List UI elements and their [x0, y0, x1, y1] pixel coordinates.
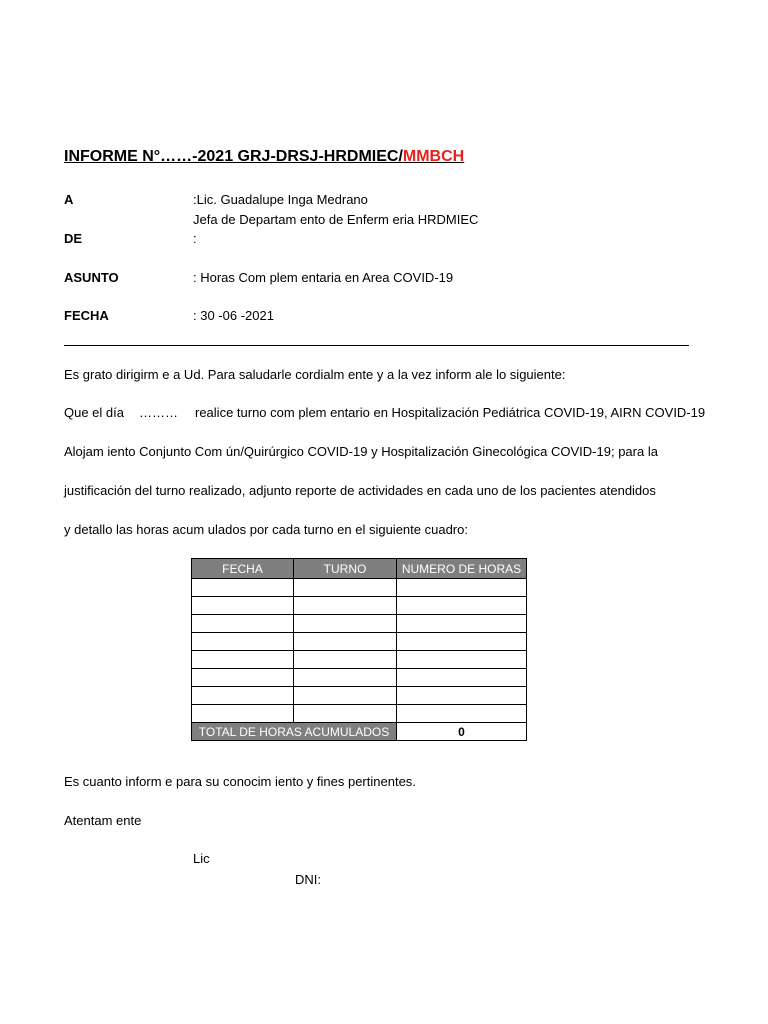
table-row: [192, 669, 527, 687]
table-cell: [192, 615, 294, 633]
body-line-2-start: Que el día: [64, 405, 124, 420]
table-cell: [294, 597, 397, 615]
table-cell: [294, 615, 397, 633]
table-cell: [294, 579, 397, 597]
body-line-5: y detallo las horas acum ulados por cada turno en el siguiente cuadro:: [64, 522, 468, 537]
field-a-value: :Lic. Guadalupe Inga Medrano: [193, 192, 368, 207]
table-row: [192, 579, 527, 597]
field-asunto-value: : Horas Com plem entaria en Area COVID-19: [193, 270, 454, 285]
field-fecha-label: FECHA: [64, 308, 109, 323]
column-header-turno: TURNO: [294, 559, 397, 579]
report-title-highlight: MMBCH: [402, 148, 465, 165]
signature-dni: DNI:: [295, 872, 321, 887]
body-line-4: justificación del turno realizado, adjunto reporte de actividades en cada uno de los pacientes atendidos: [64, 483, 656, 498]
table-cell: [397, 579, 527, 597]
table-row: [192, 597, 527, 615]
table-cell: [294, 705, 397, 723]
table-row: [192, 651, 527, 669]
field-a-value-line2: Jefa de Departam ento de Enferm eria HRDMIEC: [193, 212, 479, 227]
table-cell: [397, 633, 527, 651]
table-row: [192, 687, 527, 705]
table-cell: [397, 687, 527, 705]
field-de-value: :: [193, 231, 197, 246]
report-title-main: INFORME N°……-2021 GRJ-DRSJ-HRDMIEC/: [64, 148, 403, 165]
table-header-row: [192, 559, 527, 579]
closing-line-2: Atentam ente: [64, 813, 142, 828]
table-cell: [397, 597, 527, 615]
table-cell: [397, 705, 527, 723]
report-title: [64, 148, 464, 166]
table-cell: [192, 651, 294, 669]
field-asunto-label: ASUNTO: [64, 270, 119, 285]
body-line-2-rest: realice turno com plem entario en Hospitalización Pediátrica COVID-19, AIRN COVID-19: [195, 405, 706, 420]
total-hours-label: TOTAL DE HORAS ACUMULADOS: [192, 723, 397, 741]
column-header-fecha: FECHA: [192, 559, 294, 579]
body-line-3: Alojam iento Conjunto Com ún/Quirúrgico COVID-19 y Hospitalización Ginecológica COVID-19; para la: [64, 444, 658, 459]
table-row: [192, 705, 527, 723]
table-cell: [192, 687, 294, 705]
hours-table: [191, 558, 527, 741]
body-line-2-dots: ………: [139, 405, 178, 420]
table-cell: [192, 669, 294, 687]
table-cell: [192, 579, 294, 597]
body-line-1: Es grato dirigirm e a Ud. Para saludarle cordialm ente y a la vez inform ale lo siguiente:: [64, 367, 566, 382]
field-fecha-value: : 30 -06 -2021: [193, 308, 274, 323]
table-cell: [192, 597, 294, 615]
total-hours-value: 0: [397, 723, 527, 741]
table-cell: [397, 651, 527, 669]
separator-line: [64, 345, 689, 346]
table-total-row: [192, 723, 527, 741]
table-cell: [294, 651, 397, 669]
table-cell: [294, 669, 397, 687]
table-row: [192, 615, 527, 633]
field-a-label: A: [64, 192, 74, 207]
signature-title: Lic: [193, 851, 210, 866]
field-de-label: DE: [64, 231, 83, 246]
table-row: [192, 633, 527, 651]
table-cell: [192, 633, 294, 651]
table-cell: [397, 669, 527, 687]
closing-line-1: Es cuanto inform e para su conocim iento y fines pertinentes.: [64, 774, 416, 789]
table-cell: [294, 687, 397, 705]
table-cell: [192, 705, 294, 723]
table-cell: [397, 615, 527, 633]
column-header-numero-horas: NUMERO DE HORAS: [397, 559, 527, 579]
table-cell: [294, 633, 397, 651]
